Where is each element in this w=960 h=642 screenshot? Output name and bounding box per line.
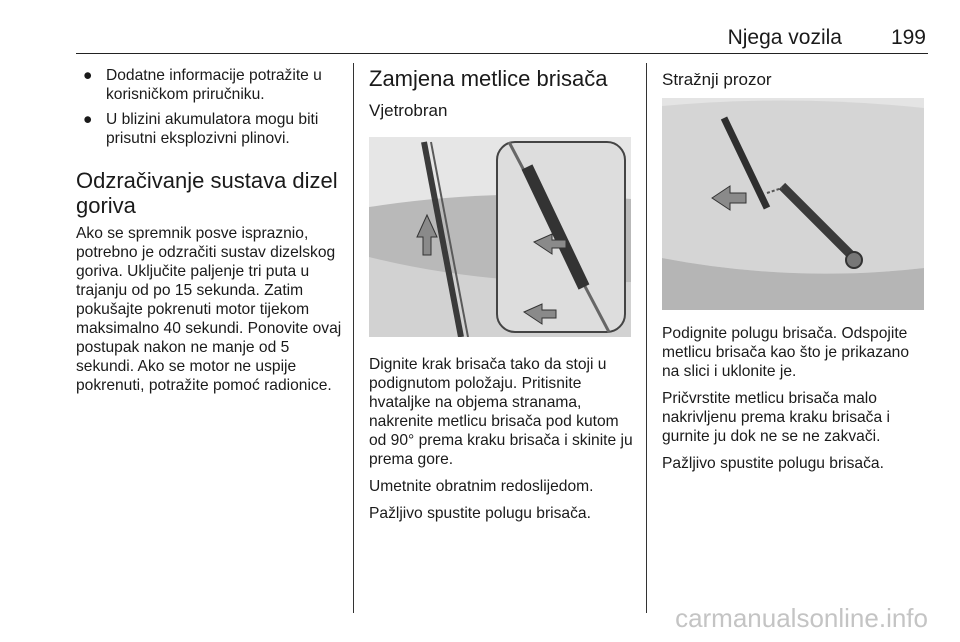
rear-step-3: Pažljivo spustite polugu brisača.	[662, 455, 884, 472]
column-1	[76, 66, 346, 403]
windscreen-step-1: Dignite krak brisača tako da stoji u podignutom položaju. Pritisnite hvataljke na objema stranama, nakrenite metlicu brisača pod kutom od 90° prema kraku brisača i skinite ju prema gore.	[369, 356, 633, 468]
bullet-list	[76, 66, 346, 148]
column-2	[369, 66, 637, 531]
diesel-body-text: Ako se spremnik posve ispraznio, potrebno je odzračiti sustav dizelskog goriva. Uključite paljenje tri puta u trajanju od po 15 sekunda. Zatim pokušajte pokrenuti motor tijekom maksimalno 40 sekundi. Ponovite ovaj postupak nakon ne manje od 5 sekundi. Ako se motor ne uspije pokrenuti, potražite pomoć radionice.	[76, 225, 342, 394]
section-heading-wiper: Zamjena metlice brisača	[369, 66, 608, 91]
windscreen-wiper-illustration	[369, 137, 631, 337]
section-heading-diesel: Odzračivanje sustava dizel goriva	[76, 168, 338, 218]
subheading-rear-window: Stražnji prozor	[662, 70, 772, 89]
subheading-windscreen: Vjetrobran	[369, 101, 448, 120]
rear-step-1: Podignite polugu brisača. Odspojite metlicu brisača kao što je prikazano na slici i uklonite je.	[662, 325, 910, 380]
bullet-item: ● Dodatne informacije potražite u korisničkom priručniku.	[83, 67, 322, 103]
column-3	[662, 66, 930, 481]
column-divider-2	[646, 63, 647, 613]
bullet-icon: ●	[83, 67, 93, 84]
header-rule	[76, 53, 928, 54]
page-header	[76, 26, 928, 52]
bullet-item: ● U blizini akumulatora mogu biti prisutni eksplozivni plinovi.	[83, 111, 319, 147]
bullet-icon: ●	[83, 111, 93, 128]
page-number: 199	[890, 26, 926, 49]
windscreen-step-2: Umetnite obratnim redoslijedom.	[369, 478, 594, 495]
section-title: Njega vozila	[727, 26, 842, 49]
rear-wiper-illustration	[662, 98, 924, 310]
windscreen-step-3: Pažljivo spustite polugu brisača.	[369, 505, 591, 522]
rear-step-2: Pričvrstite metlicu brisača malo nakrivljenu prema kraku brisača i gurnite ju dok ne se ne zakvači.	[662, 390, 890, 445]
column-divider-1	[353, 63, 354, 613]
watermark-text: carmanualsonline.info	[675, 603, 928, 633]
